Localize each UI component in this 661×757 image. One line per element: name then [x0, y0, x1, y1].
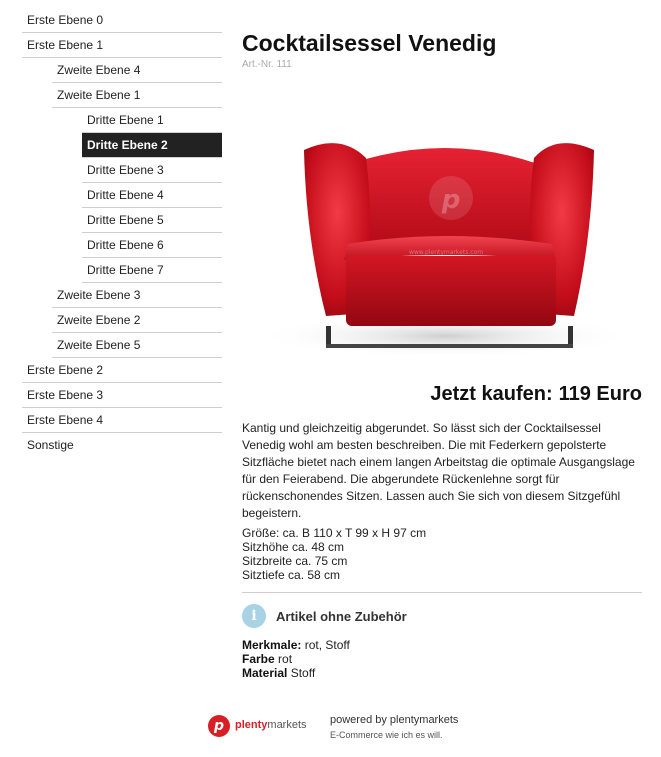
attribute-value: rot, Stoff [304, 638, 350, 652]
attribute-value: Stoff [290, 666, 316, 680]
buy-label: Jetzt kaufen: [430, 383, 553, 405]
attribute-row [242, 666, 350, 680]
powered-by-text[interactable]: powered by plentymarkets [330, 714, 459, 726]
logo-part1: plenty [235, 719, 268, 731]
sidebar-item-zweite-ebene-4[interactable]: Zweite Ebene 4 [52, 58, 222, 83]
attribute-value: rot [278, 652, 293, 666]
plentymarkets-logo-text[interactable] [235, 719, 307, 731]
plentymarkets-logo-icon[interactable]: p [208, 715, 230, 737]
spec-line: Sitzbreite ca. 75 cm [242, 554, 348, 568]
accessory-label: Artikel ohne Zubehör [276, 609, 407, 624]
sidebar-item-dritte-ebene-3[interactable]: Dritte Ebene 3 [82, 158, 222, 183]
sidebar-item-zweite-ebene-2[interactable]: Zweite Ebene 2 [52, 308, 222, 333]
info-icon: i [242, 604, 266, 628]
sidebar-item-dritte-ebene-4[interactable]: Dritte Ebene 4 [82, 183, 222, 208]
sidebar-item-dritte-ebene-7[interactable]: Dritte Ebene 7 [82, 258, 222, 283]
footer [208, 712, 508, 744]
spec-line: Größe: ca. B 110 x T 99 x H 97 cm [242, 526, 427, 540]
price: 119 Euro [558, 383, 642, 405]
sidebar-item-erste-ebene-2[interactable]: Erste Ebene 2 [22, 358, 222, 383]
attribute-key: Merkmale: [242, 638, 302, 652]
product-image[interactable] [256, 78, 642, 360]
armchair-image [256, 78, 642, 360]
sidebar-item-erste-ebene-4[interactable]: Erste Ebene 4 [22, 408, 222, 433]
product-attributes [242, 638, 350, 680]
attribute-row [242, 652, 350, 666]
svg-text:www.plentymarkets.com: www.plentymarkets.com [408, 249, 484, 256]
svg-text:p: p [441, 185, 461, 215]
article-number-value: 111 [276, 59, 292, 70]
sidebar-item-erste-ebene-0[interactable]: Erste Ebene 0 [22, 8, 222, 33]
sidebar-item-zweite-ebene-3[interactable]: Zweite Ebene 3 [52, 283, 222, 308]
spec-line: Sitztiefe ca. 58 cm [242, 568, 341, 582]
spec-line: Sitzhöhe ca. 48 cm [242, 540, 345, 554]
sidebar-item-dritte-ebene-5[interactable]: Dritte Ebene 5 [82, 208, 222, 233]
attribute-key: Material [242, 666, 288, 680]
attribute-key: Farbe [242, 652, 275, 666]
logo-part2: markets [267, 719, 307, 731]
sidebar-item-erste-ebene-3[interactable]: Erste Ebene 3 [22, 383, 222, 408]
product-specs [242, 526, 642, 582]
attribute-row [242, 638, 350, 652]
category-sidebar [22, 8, 222, 457]
sidebar-item-dritte-ebene-2[interactable]: Dritte Ebene 2 [82, 133, 222, 158]
sidebar-item-dritte-ebene-1[interactable]: Dritte Ebene 1 [82, 108, 222, 133]
slogan-text: E-Commerce wie ich es will. [330, 730, 443, 740]
product-description: Kantig und gleichzeitig abgerundet. So lässt sich der Cocktailsessel Venedig wohl am besten beschreiben. Die mit Federkern gepolsterte Sitzfläche bietet nach einem langen Arbeitstag die optimale Ausgangslage für den Feierabend. Die abgerundete Rückenlehne sorgt für rückenschonendes Sitzen. Lassen auch Sie sich von diesem Sitzgefühl begeistern. [242, 421, 635, 520]
product-title: Cocktailsessel Venedig [242, 30, 497, 56]
divider [242, 592, 642, 593]
article-number-label: Art.-Nr. [242, 59, 274, 70]
sidebar-item-erste-ebene-1[interactable]: Erste Ebene 1 [22, 33, 222, 58]
sidebar-item-zweite-ebene-1[interactable]: Zweite Ebene 1 [52, 83, 222, 108]
sidebar-item-sonstige[interactable]: Sonstige [27, 438, 74, 452]
article-number [242, 59, 292, 70]
buy-line[interactable] [430, 383, 642, 406]
sidebar-item-dritte-ebene-6[interactable]: Dritte Ebene 6 [82, 233, 222, 258]
sidebar-item-zweite-ebene-5[interactable]: Zweite Ebene 5 [52, 333, 222, 358]
